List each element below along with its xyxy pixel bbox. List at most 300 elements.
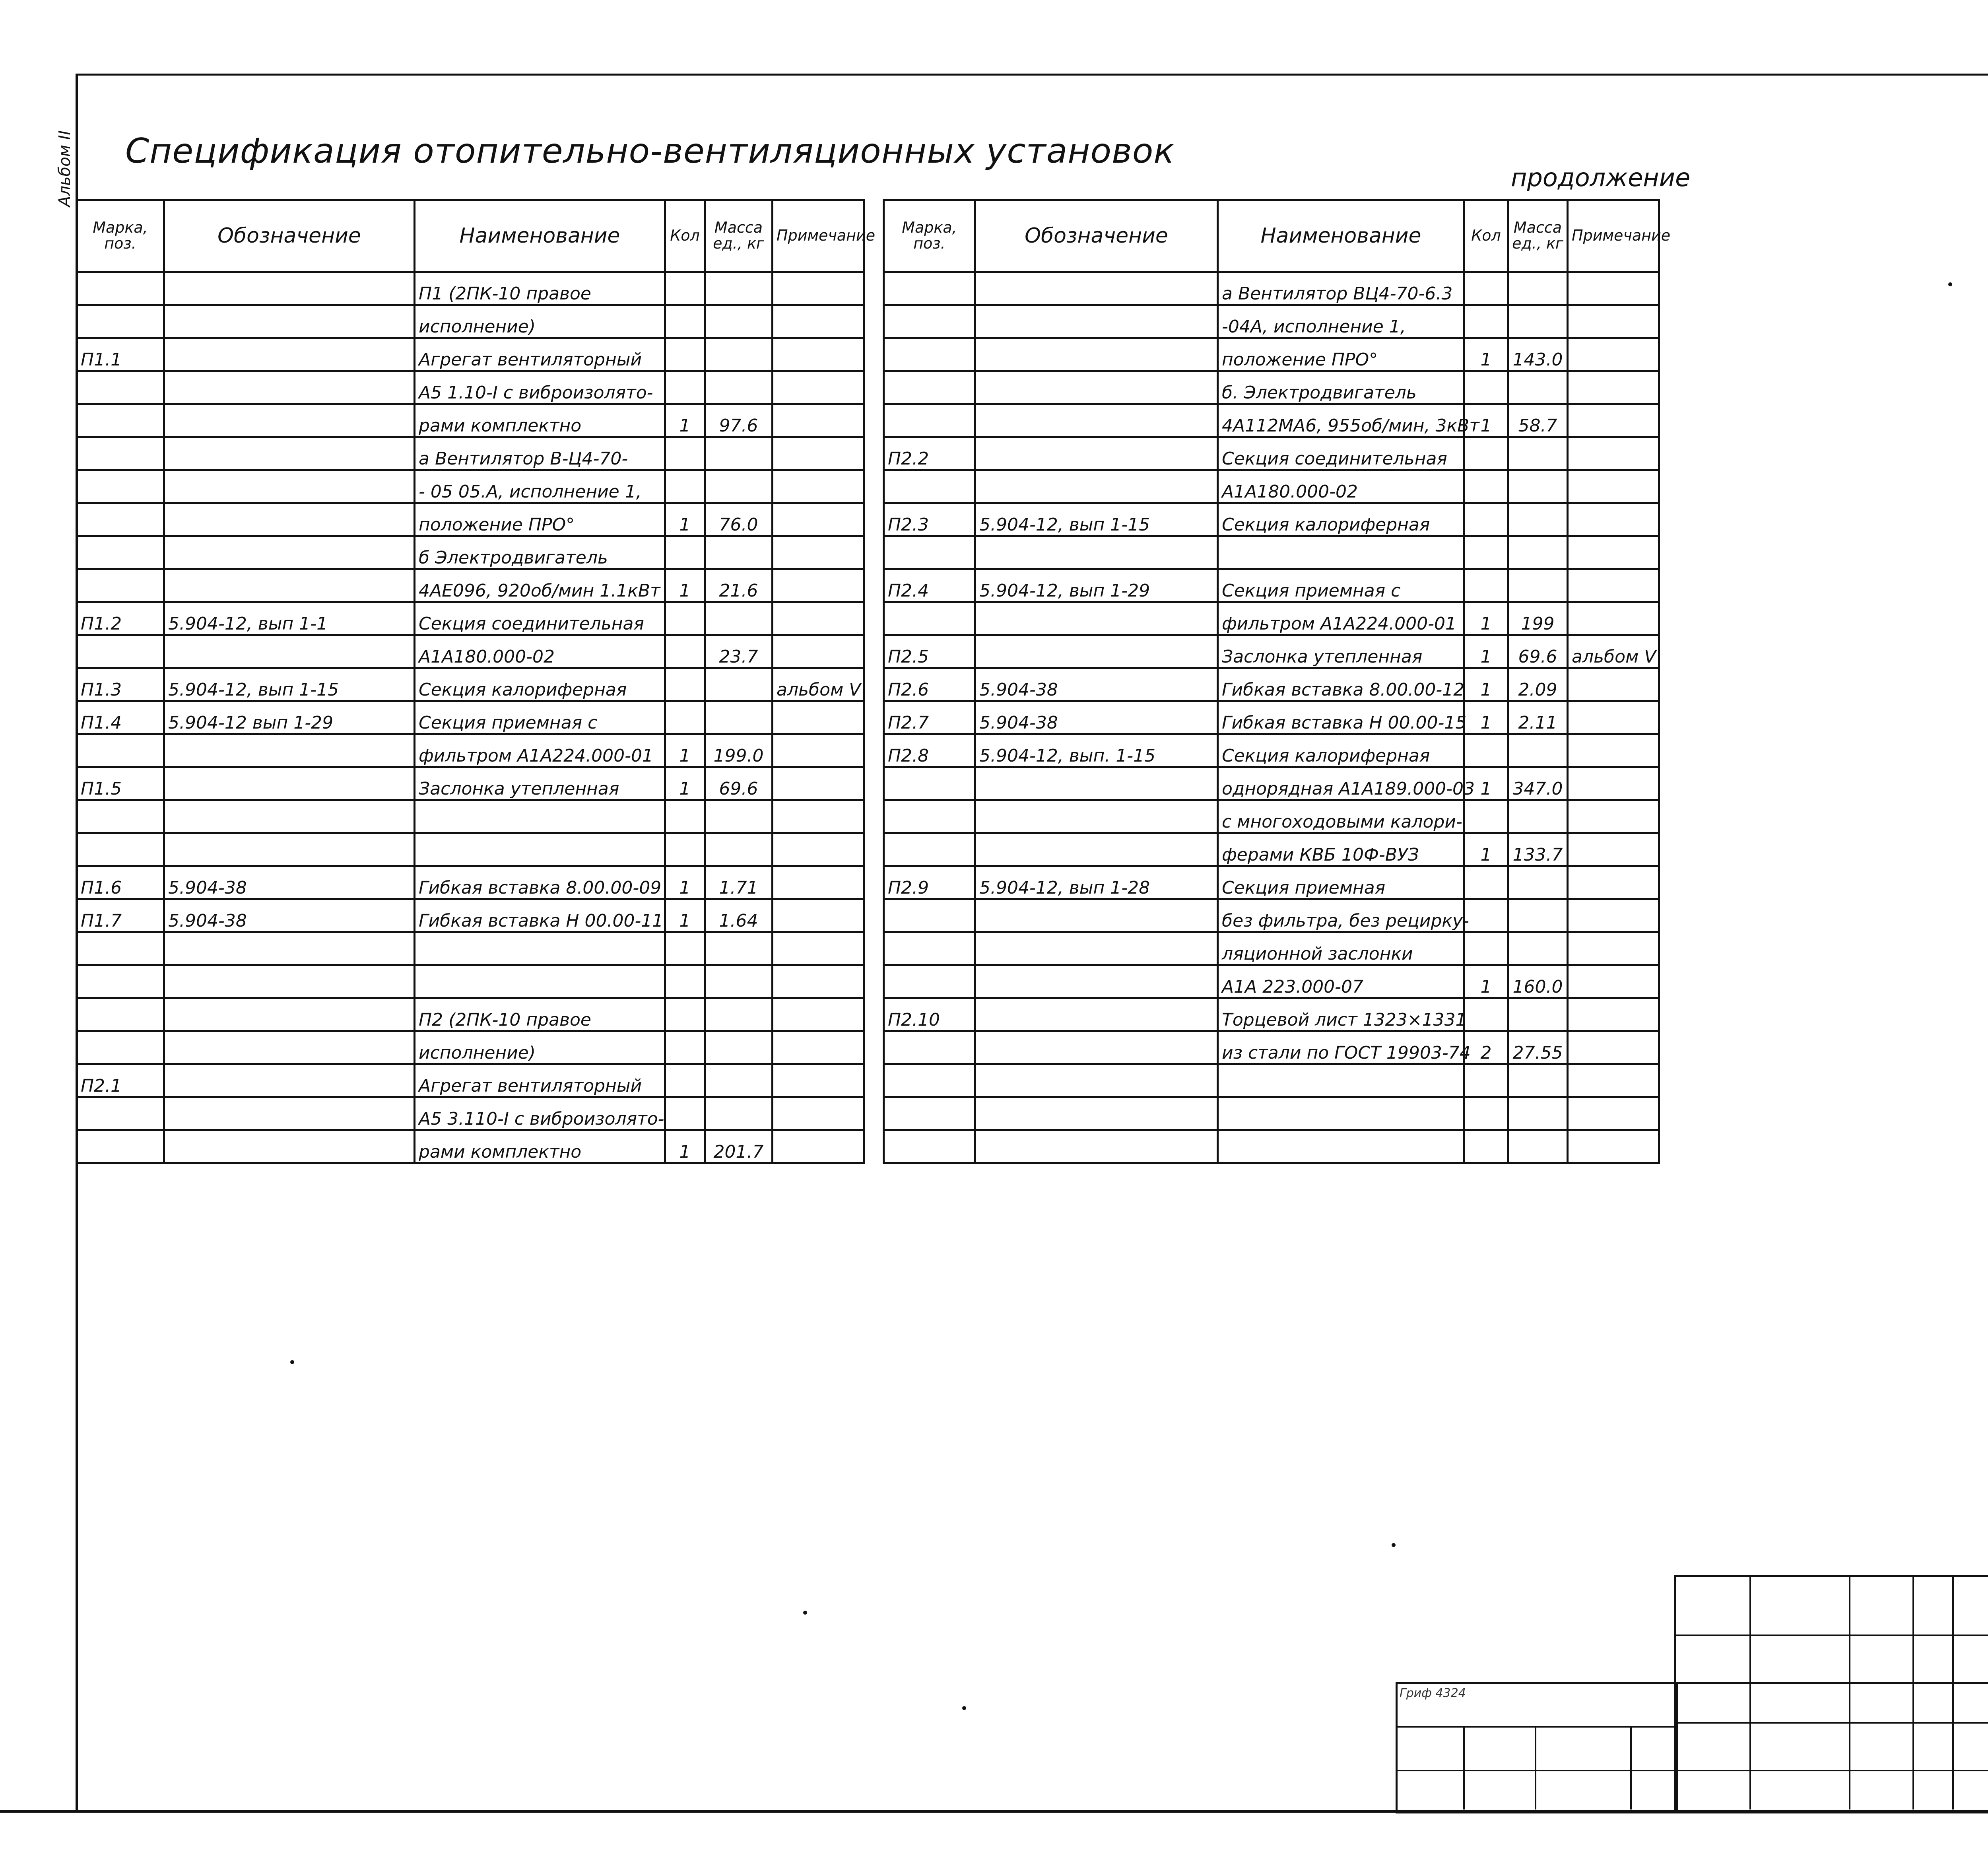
left-table-row	[77, 569, 864, 602]
cell-mass	[1508, 305, 1568, 338]
cell-designation	[975, 833, 1218, 866]
cell-designation	[164, 635, 415, 668]
right-spec-table	[883, 199, 1671, 1164]
cell-designation: 5.904-12, вып 1-15	[164, 668, 415, 701]
cell-note	[1568, 338, 1659, 371]
cell-note	[1568, 932, 1659, 965]
title-block-rule	[1535, 1726, 1536, 1809]
cell-mark: П2.2	[884, 437, 975, 470]
cell-mass	[1508, 470, 1568, 503]
cell-designation: 5.904-38	[975, 701, 1218, 734]
cell-note	[1568, 536, 1659, 569]
left-table-header	[77, 200, 864, 272]
cell-mass	[705, 338, 773, 371]
cell-note	[773, 701, 864, 734]
cell-mark	[884, 371, 975, 404]
col-header-mark: Марка, поз.	[884, 200, 975, 272]
right-table-row	[884, 1097, 1659, 1130]
cell-mark: П1.5	[77, 767, 164, 800]
cell-name: 4А112МА6, 955об/мин, 3кВт	[1218, 404, 1464, 437]
right-table-row	[884, 998, 1659, 1031]
cell-qty	[1464, 899, 1508, 932]
cell-note	[773, 272, 864, 305]
cell-name: Секция приемная с	[1218, 569, 1464, 602]
left-table-row	[77, 998, 864, 1031]
cell-mass	[705, 668, 773, 701]
cell-mark	[77, 503, 164, 536]
cell-name: рами комплектно	[415, 1130, 665, 1163]
cell-mass	[705, 437, 773, 470]
cell-designation	[975, 1031, 1218, 1064]
title-block-rule	[1630, 1726, 1632, 1809]
right-table-row	[884, 503, 1659, 536]
cell-name: с многоходовыми калори-	[1218, 800, 1464, 833]
cell-mass: 2.09	[1508, 668, 1568, 701]
cell-qty	[1464, 932, 1508, 965]
cell-name	[415, 965, 665, 998]
cell-note	[1568, 569, 1659, 602]
cell-mass	[1508, 866, 1568, 899]
scan-speck	[1392, 1543, 1396, 1547]
cell-name: а Вентилятор ВЦ4-70-6.3	[1218, 272, 1464, 305]
cell-qty: 1	[665, 503, 705, 536]
cell-note	[1568, 272, 1659, 305]
cell-mass	[1508, 1130, 1568, 1163]
cell-mass: 199.0	[705, 734, 773, 767]
right-table-header	[884, 200, 1659, 272]
cell-qty: 1	[665, 767, 705, 800]
cell-designation	[164, 503, 415, 536]
cell-mark	[77, 305, 164, 338]
cell-mass: 27.55	[1508, 1031, 1568, 1064]
cell-qty	[665, 701, 705, 734]
cell-qty	[665, 635, 705, 668]
cell-designation: 5.904-12, вып 1-28	[975, 866, 1218, 899]
cell-name: исполнение)	[415, 1031, 665, 1064]
title-block-rule	[1952, 1575, 1954, 1809]
cell-qty	[665, 932, 705, 965]
cell-mass: 58.7	[1508, 404, 1568, 437]
cell-note	[1568, 371, 1659, 404]
cell-mark: П2.8	[884, 734, 975, 767]
cell-note	[1568, 437, 1659, 470]
cell-name: Гибкая вставка 8.00.00-12	[1218, 668, 1464, 701]
cell-note	[773, 635, 864, 668]
col-header-designation: Обозначение	[164, 200, 415, 272]
cell-note	[773, 437, 864, 470]
cell-note	[1568, 1064, 1659, 1097]
cell-mark	[77, 932, 164, 965]
right-table-row	[884, 338, 1659, 371]
cell-name: б. Электродвигатель	[1218, 371, 1464, 404]
cell-name: А5 1.10-I с виброизолято-	[415, 371, 665, 404]
cell-note	[773, 899, 864, 932]
cell-mark: П1.1	[77, 338, 164, 371]
cell-mass: 23.7	[705, 635, 773, 668]
cell-qty	[665, 536, 705, 569]
col-header-qty: Кол	[665, 200, 705, 272]
cell-qty	[665, 998, 705, 1031]
cell-mass: 1.64	[705, 899, 773, 932]
cell-note	[1568, 602, 1659, 635]
cell-mass: 69.6	[1508, 635, 1568, 668]
cell-designation	[164, 305, 415, 338]
cell-name: из стали по ГОСТ 19903-74	[1218, 1031, 1464, 1064]
cell-mark	[884, 767, 975, 800]
cell-name: Гибкая вставка Н 00.00-15	[1218, 701, 1464, 734]
cell-mass	[705, 1097, 773, 1130]
cell-qty: 1	[1464, 965, 1508, 998]
cell-mass: 199	[1508, 602, 1568, 635]
cell-mark	[884, 470, 975, 503]
page-title: Спецификация отопительно-вентиляционных установок	[125, 131, 1175, 171]
cell-name: фильтром А1А224.000-01	[415, 734, 665, 767]
cell-name: 4АЕ096, 920об/мин 1.1кВт	[415, 569, 665, 602]
cell-name: А1А180.000-02	[415, 635, 665, 668]
cell-mass	[705, 932, 773, 965]
cell-note	[773, 1064, 864, 1097]
scan-speck	[290, 1360, 294, 1364]
cell-name: а Вентилятор В-Ц4-70-	[415, 437, 665, 470]
cell-name: исполнение)	[415, 305, 665, 338]
right-table-row	[884, 305, 1659, 338]
cell-mass: 97.6	[705, 404, 773, 437]
cell-name: Гибкая вставка 8.00.00-09	[415, 866, 665, 899]
cell-mark	[884, 305, 975, 338]
col-header-designation: Обозначение	[975, 200, 1218, 272]
cell-mass	[705, 371, 773, 404]
right-table-row	[884, 536, 1659, 569]
cell-qty: 1	[665, 734, 705, 767]
cell-mass	[705, 833, 773, 866]
cell-mass	[1508, 503, 1568, 536]
cell-note	[1568, 833, 1659, 866]
cell-name: положение ПРО°	[1218, 338, 1464, 371]
cell-qty: 1	[665, 1130, 705, 1163]
cell-name	[1218, 1130, 1464, 1163]
cell-mass: 1.71	[705, 866, 773, 899]
cell-note	[773, 1097, 864, 1130]
cell-name: Секция калориферная	[1218, 734, 1464, 767]
left-spec-table	[76, 199, 876, 1164]
cell-qty	[665, 1097, 705, 1130]
cell-mass: 201.7	[705, 1130, 773, 1163]
cell-name: б Электродвигатель	[415, 536, 665, 569]
cell-qty: 1	[665, 569, 705, 602]
cell-note	[773, 404, 864, 437]
title-block-rule	[1674, 1635, 1988, 1636]
cell-mark	[884, 1130, 975, 1163]
cell-mass: 76.0	[705, 503, 773, 536]
cell-mass	[705, 536, 773, 569]
cell-qty	[1464, 305, 1508, 338]
cell-qty	[1464, 470, 1508, 503]
cell-qty	[665, 305, 705, 338]
cell-qty	[665, 833, 705, 866]
cell-note	[773, 371, 864, 404]
cell-mark	[77, 272, 164, 305]
title-block-rule	[1674, 1722, 1988, 1724]
cell-note	[1568, 866, 1659, 899]
cell-mass	[705, 470, 773, 503]
cell-mark	[77, 965, 164, 998]
cell-name: Секция калориферная	[415, 668, 665, 701]
cell-name: Агрегат вентиляторный	[415, 1064, 665, 1097]
cell-designation: 5.904-12, вып 1-1	[164, 602, 415, 635]
col-header-note: Примечание	[773, 200, 864, 272]
cell-mass: 69.6	[705, 767, 773, 800]
cell-mark	[77, 404, 164, 437]
cell-qty	[1464, 272, 1508, 305]
cell-note	[773, 833, 864, 866]
cell-designation	[975, 404, 1218, 437]
cell-mass: 2.11	[1508, 701, 1568, 734]
cell-qty	[1464, 1130, 1508, 1163]
cell-mark: П1.3	[77, 668, 164, 701]
cell-designation	[975, 338, 1218, 371]
cell-designation	[164, 569, 415, 602]
cell-note	[1568, 305, 1659, 338]
right-table-row	[884, 635, 1659, 668]
cell-name: Секция соединительная	[415, 602, 665, 635]
cell-designation	[975, 536, 1218, 569]
cell-name: Секция соединительная	[1218, 437, 1464, 470]
left-table-row	[77, 701, 864, 734]
cell-designation	[975, 965, 1218, 998]
cell-name	[1218, 1097, 1464, 1130]
cell-mark: П2.10	[884, 998, 975, 1031]
cell-mass	[1508, 1064, 1568, 1097]
left-table-row	[77, 437, 864, 470]
cell-qty	[1464, 503, 1508, 536]
cell-mark: П2.3	[884, 503, 975, 536]
left-table-row	[77, 1097, 864, 1130]
cell-qty	[665, 1064, 705, 1097]
left-table-row	[77, 305, 864, 338]
col-header-mass: Масса ед., кг	[705, 200, 773, 272]
cell-qty: 1	[1464, 767, 1508, 800]
cell-name: Секция приемная	[1218, 866, 1464, 899]
scan-speck	[1948, 282, 1952, 286]
cell-mark	[77, 437, 164, 470]
cell-designation	[164, 470, 415, 503]
cell-mass	[1508, 1097, 1568, 1130]
right-table-row	[884, 965, 1659, 998]
cell-mass	[1508, 932, 1568, 965]
cell-designation: 5.904-12, вып. 1-15	[975, 734, 1218, 767]
right-table-row	[884, 272, 1659, 305]
cell-name: ляционной заслонки	[1218, 932, 1464, 965]
cell-qty	[665, 1031, 705, 1064]
cell-designation	[164, 404, 415, 437]
cell-designation	[164, 767, 415, 800]
left-table-row	[77, 1064, 864, 1097]
cell-note	[1568, 503, 1659, 536]
left-table-row	[77, 965, 864, 998]
cell-qty	[665, 371, 705, 404]
cell-mark	[884, 899, 975, 932]
cell-mark	[77, 998, 164, 1031]
cell-mass	[1508, 734, 1568, 767]
cell-name: фильтром А1А224.000-01	[1218, 602, 1464, 635]
cell-mass	[705, 998, 773, 1031]
cell-mark: П2.5	[884, 635, 975, 668]
cell-qty	[665, 437, 705, 470]
cell-name: -04А, исполнение 1,	[1218, 305, 1464, 338]
cell-qty	[665, 602, 705, 635]
cell-note	[1568, 899, 1659, 932]
side-label-album: Альбом II	[56, 130, 74, 207]
right-table-row	[884, 866, 1659, 899]
col-header-note: Примечание	[1568, 200, 1659, 272]
right-table-row	[884, 404, 1659, 437]
cell-designation	[164, 1064, 415, 1097]
col-header-name: Наименование	[1218, 200, 1464, 272]
cell-mark: П2.4	[884, 569, 975, 602]
cell-mark	[77, 833, 164, 866]
cell-note	[773, 866, 864, 899]
cell-name: П1 (2ПК-10 правое	[415, 272, 665, 305]
cell-mass	[1508, 998, 1568, 1031]
cell-mark: П1.7	[77, 899, 164, 932]
cell-mark	[77, 1130, 164, 1163]
cell-mark	[884, 1031, 975, 1064]
cell-mark	[77, 1031, 164, 1064]
cell-designation: 5.904-38	[975, 668, 1218, 701]
cell-name	[1218, 1064, 1464, 1097]
left-table-row	[77, 602, 864, 635]
cell-name: положение ПРО°	[415, 503, 665, 536]
right-table-row	[884, 800, 1659, 833]
cell-qty	[665, 338, 705, 371]
left-table-row	[77, 404, 864, 437]
cell-mark	[77, 536, 164, 569]
cell-note	[773, 1031, 864, 1064]
cell-qty	[1464, 800, 1508, 833]
cell-name: однорядная А1А189.000-03	[1218, 767, 1464, 800]
cell-mass	[1508, 536, 1568, 569]
cell-designation	[164, 734, 415, 767]
cell-designation	[975, 899, 1218, 932]
cell-mark	[77, 800, 164, 833]
right-table-row	[884, 1031, 1659, 1064]
cell-name: без фильтра, без рецирку-	[1218, 899, 1464, 932]
right-table-row	[884, 668, 1659, 701]
right-table-row	[884, 833, 1659, 866]
cell-mark	[884, 932, 975, 965]
cell-note	[1568, 701, 1659, 734]
col-header-mass: Масса ед., кг	[1508, 200, 1568, 272]
cell-qty	[1464, 1097, 1508, 1130]
left-table-row	[77, 272, 864, 305]
cell-name	[415, 800, 665, 833]
cell-name: Агрегат вентиляторный	[415, 338, 665, 371]
cell-mark	[884, 1097, 975, 1130]
cell-note	[773, 800, 864, 833]
cell-mass: 21.6	[705, 569, 773, 602]
cell-mark	[884, 338, 975, 371]
cell-qty: 1	[665, 899, 705, 932]
cell-note: альбом V	[773, 668, 864, 701]
cell-note	[773, 305, 864, 338]
cell-mass	[705, 1031, 773, 1064]
right-table-row	[884, 899, 1659, 932]
cell-mass	[705, 272, 773, 305]
col-header-name: Наименование	[415, 200, 665, 272]
cell-note	[773, 569, 864, 602]
cell-mass: 347.0	[1508, 767, 1568, 800]
cell-qty	[1464, 1064, 1508, 1097]
left-table-row	[77, 800, 864, 833]
cell-designation	[164, 833, 415, 866]
cell-mark	[884, 272, 975, 305]
cell-mark: П1.4	[77, 701, 164, 734]
cell-designation	[164, 800, 415, 833]
left-table-row	[77, 734, 864, 767]
cell-designation	[975, 602, 1218, 635]
cell-note	[773, 338, 864, 371]
right-table-row	[884, 701, 1659, 734]
right-table-row	[884, 437, 1659, 470]
frame-top-line	[76, 74, 1988, 76]
cell-name	[415, 932, 665, 965]
cell-qty	[665, 668, 705, 701]
cell-mass	[705, 602, 773, 635]
cell-designation: 5.904-12 вып 1-29	[164, 701, 415, 734]
cell-qty: 1	[1464, 404, 1508, 437]
cell-designation	[975, 305, 1218, 338]
left-table-row	[77, 899, 864, 932]
cell-mark: П2.1	[77, 1064, 164, 1097]
cell-designation	[975, 767, 1218, 800]
cell-note	[773, 536, 864, 569]
cell-designation	[164, 371, 415, 404]
cell-qty	[1464, 569, 1508, 602]
cell-qty	[1464, 437, 1508, 470]
cell-mass	[1508, 437, 1568, 470]
cell-designation	[164, 536, 415, 569]
cell-note: альбом V	[1568, 635, 1659, 668]
cell-note	[1568, 800, 1659, 833]
cell-note	[1568, 767, 1659, 800]
col-header-qty: Кол	[1464, 200, 1508, 272]
cell-qty	[665, 470, 705, 503]
cell-name: - 05 05.А, исполнение 1,	[415, 470, 665, 503]
cell-name	[415, 833, 665, 866]
right-table-row	[884, 1130, 1659, 1163]
cell-note	[1568, 1031, 1659, 1064]
cell-note	[1568, 668, 1659, 701]
cell-mass	[705, 800, 773, 833]
cell-mass	[705, 701, 773, 734]
cell-mass	[705, 1064, 773, 1097]
cell-mark	[77, 635, 164, 668]
cell-mark	[884, 1064, 975, 1097]
cell-qty	[1464, 998, 1508, 1031]
cell-qty: 1	[1464, 701, 1508, 734]
left-table-row	[77, 932, 864, 965]
cell-note	[1568, 470, 1659, 503]
cell-name: Гибкая вставка Н 00.00-11	[415, 899, 665, 932]
cell-mass	[1508, 371, 1568, 404]
cell-designation: 5.904-38	[164, 899, 415, 932]
left-table-row	[77, 866, 864, 899]
cell-qty: 1	[665, 404, 705, 437]
right-table-row	[884, 470, 1659, 503]
cell-mark	[77, 734, 164, 767]
left-table-row	[77, 470, 864, 503]
right-table-row	[884, 767, 1659, 800]
